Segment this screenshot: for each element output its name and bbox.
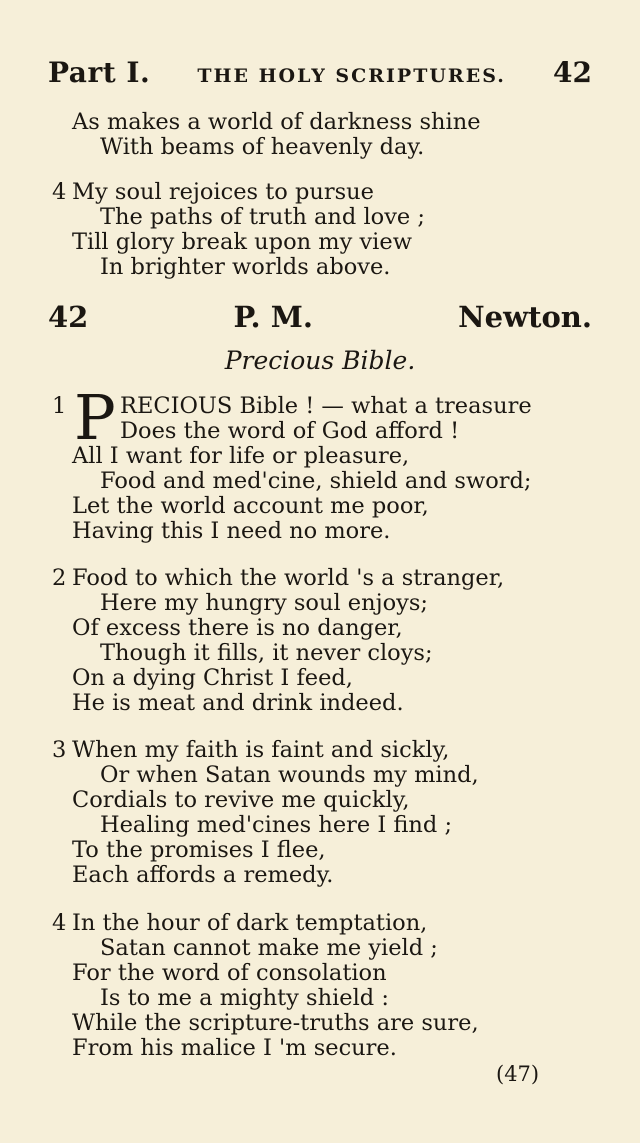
- stanza-number: 4: [52, 179, 67, 205]
- verse-line: Is to me a mighty shield :: [100, 985, 389, 1011]
- hymn-title: Precious Bible.: [224, 346, 416, 375]
- verse-line: When my faith is faint and sickly,: [72, 737, 450, 763]
- continued-stanza: [52, 110, 592, 160]
- page-number: 42: [553, 56, 592, 89]
- verse-line: In the hour of dark temptation,: [72, 910, 428, 936]
- verse-line: Till glory break upon my view: [72, 229, 412, 255]
- verse-line: My soul rejoices to pursue: [72, 179, 374, 205]
- drop-cap: P: [74, 381, 116, 454]
- hymn-number: 42: [48, 300, 89, 334]
- verse-line: Cordials to revive me quickly,: [72, 787, 410, 813]
- verse-line: Of excess there is no danger,: [72, 615, 403, 641]
- verse-line: To the promises I flee,: [72, 837, 326, 863]
- stanza-2: [52, 566, 592, 716]
- verse-line: Food to which the world 's a stranger,: [72, 565, 505, 591]
- hymn-heading: [48, 300, 592, 340]
- verse-line: Healing med'cines here I find ;: [100, 812, 453, 838]
- verse-line: Each affords a remedy.: [72, 862, 334, 888]
- running-title: THE HOLY SCRIPTURES.: [197, 65, 506, 87]
- stanza-number: 2: [52, 565, 67, 591]
- verse-line: Satan cannot make me yield ;: [100, 935, 438, 961]
- stanza-number: 1: [52, 393, 67, 419]
- verse-line: The paths of truth and love ;: [100, 204, 425, 230]
- part-label: Part I.: [48, 56, 151, 89]
- page-header: [48, 56, 592, 96]
- verse-line: Let the world account me poor,: [72, 493, 429, 519]
- hymn-meter: P. M.: [233, 300, 313, 334]
- verse-line: On a dying Christ I feed,: [72, 665, 353, 691]
- verse-line: With beams of heavenly day.: [100, 134, 425, 160]
- verse-line: From his malice I 'm secure.: [72, 1035, 397, 1061]
- verse-line: In brighter worlds above.: [100, 254, 391, 280]
- verse-line: As makes a world of darkness shine: [72, 109, 481, 135]
- verse-line: Here my hungry soul enjoys;: [100, 590, 428, 616]
- stanza-4-previous: [52, 180, 592, 280]
- verse-line: Food and med'cine, shield and sword;: [100, 468, 532, 494]
- verse-line: While the scripture-truths are sure,: [72, 1010, 479, 1036]
- verse-line: Though it fills, it never cloys;: [100, 640, 433, 666]
- stanza-4: [52, 911, 592, 1061]
- verse-line: Does the word of God afford !: [120, 418, 460, 444]
- verse-line: Or when Satan wounds my mind,: [100, 762, 479, 788]
- stanza-number: 4: [52, 910, 67, 936]
- sheet-number: (47): [496, 1062, 540, 1086]
- hymn-tune: Newton.: [458, 300, 592, 334]
- verse-line: He is meat and drink indeed.: [72, 690, 404, 716]
- verse-line: For the word of consolation: [72, 960, 387, 986]
- stanza-number: 3: [52, 737, 67, 763]
- stanza-1: [52, 394, 592, 544]
- stanza-3: [52, 738, 592, 888]
- verse-line: Having this I need no more.: [72, 518, 391, 544]
- verse-line: All I want for life or pleasure,: [72, 443, 410, 469]
- verse-line: RECIOUS Bible ! — what a treasure: [120, 393, 532, 419]
